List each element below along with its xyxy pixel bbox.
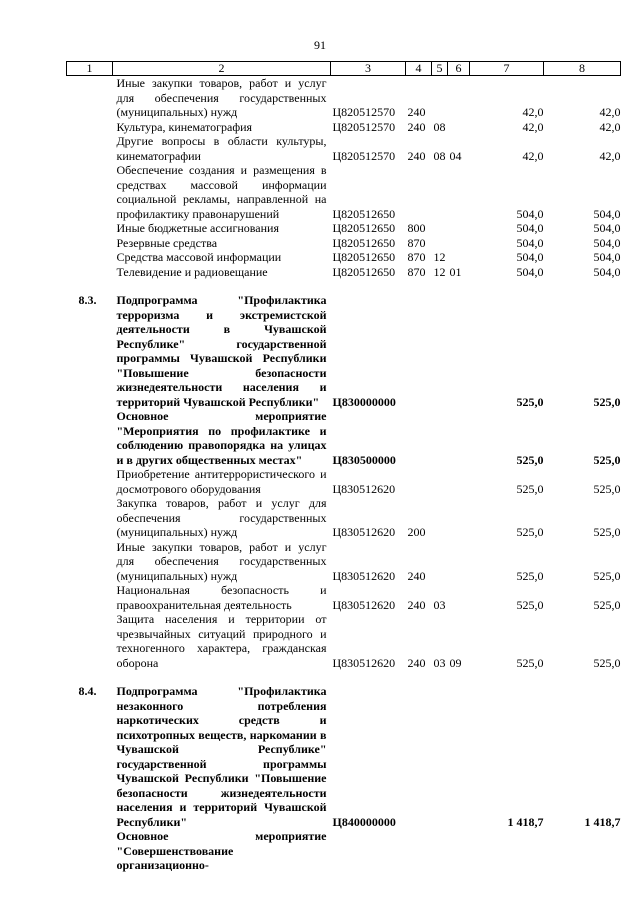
item-name: Национальная безопасность и правоохранительная деятельность	[116, 583, 327, 612]
amount-year-2: 525,0	[593, 394, 621, 409]
subsection-code	[448, 684, 470, 829]
amount-year-2: 525,0	[593, 481, 621, 496]
expense-type-code	[406, 467, 432, 496]
amount-year-1: 504,0	[516, 206, 544, 221]
section-code	[432, 467, 448, 496]
subsection-code	[448, 120, 470, 135]
target-code: Ц820512650	[332, 206, 396, 221]
row-number	[67, 265, 113, 280]
row-number	[67, 409, 113, 467]
subsection-code	[448, 221, 470, 236]
table-header-row	[67, 62, 621, 76]
item-name: Иные бюджетные ассигнования	[116, 221, 279, 235]
row-number: 8.3.	[78, 293, 97, 307]
expense-type-code: 240	[407, 105, 426, 119]
amount-year-1: 42,0	[522, 105, 544, 119]
section-code	[432, 684, 448, 829]
item-name: Другие вопросы в области культуры, кинематографии	[116, 134, 327, 163]
row-number	[67, 496, 113, 540]
target-code: Ц820512650	[332, 221, 396, 235]
spacer-cell	[67, 670, 621, 684]
section-code	[432, 76, 448, 120]
expense-type-code: 240	[407, 119, 426, 134]
section-code	[432, 236, 448, 251]
target-code: Ц830000000	[332, 394, 396, 409]
expense-type-code: 240	[407, 655, 426, 670]
amount-year-2: 525,0	[593, 568, 621, 583]
subsection-code	[448, 409, 470, 467]
amount-year-2: 504,0	[593, 206, 621, 221]
table-row	[67, 120, 621, 135]
target-code: Ц820512650	[332, 235, 396, 250]
amount-year-1: 1 418,7	[507, 814, 544, 829]
table-row	[67, 236, 621, 251]
target-code: Ц820512650	[332, 264, 396, 279]
section-code: 12	[433, 264, 446, 279]
expense-type-code: 240	[407, 597, 426, 612]
subsection-code	[448, 467, 470, 496]
item-name: Культура, кинематография	[116, 119, 253, 134]
column-header: 7	[470, 62, 544, 76]
row-number	[67, 120, 113, 135]
row-number	[67, 250, 113, 265]
table-row	[67, 612, 621, 670]
section-code	[432, 829, 448, 873]
subsection-code	[448, 540, 470, 584]
target-code: Ц830512620	[332, 655, 396, 670]
column-header: 5	[432, 62, 448, 76]
target-code: Ц830512620	[332, 525, 396, 539]
amount-year-2: 42,0	[599, 105, 621, 119]
amount-year-2: 42,0	[599, 119, 621, 134]
amount-year-2: 504,0	[593, 235, 621, 250]
item-name: Подпрограмма "Профилактика терроризма и экстремистской деятельности в Чувашской Республике" государственной программы Чувашской Республики "Повышение безопасности жизнедеятельности населения и территорий Чувашской Республики"	[116, 293, 327, 409]
table-row	[67, 496, 621, 540]
expense-type-code	[406, 293, 432, 409]
amount-year-2: 504,0	[593, 250, 621, 264]
item-name: Основное мероприятие "Совершенствование организационно-	[116, 829, 327, 872]
spacer-row	[67, 279, 621, 293]
table-row	[67, 265, 621, 280]
amount-year-1: 525,0	[516, 655, 544, 670]
column-header: 1	[67, 62, 113, 76]
target-code: Ц820512570	[332, 119, 396, 134]
expense-type-code	[406, 684, 432, 829]
amount-year-2: 525,0	[593, 452, 621, 467]
target-code: Ц830512620	[332, 481, 396, 496]
section-code	[432, 221, 448, 236]
expense-type-code: 240	[407, 148, 426, 163]
item-name: Основное мероприятие "Мероприятия по профилактике и соблюдению правопорядка на улицах и в других общественных местах"	[116, 409, 327, 467]
subsection-code: 09	[449, 655, 462, 670]
expense-type-code: 200	[407, 525, 426, 539]
table-row	[67, 540, 621, 584]
target-code: Ц820512570	[332, 105, 396, 119]
section-code	[432, 409, 448, 467]
amount-year-2: 1 418,7	[584, 814, 621, 829]
target-code: Ц820512570	[332, 148, 396, 163]
row-number	[67, 583, 113, 612]
subsection-code	[448, 829, 470, 873]
item-name: Защита населения и территории от чрезвычайных ситуаций природного и техногенного характера, гражданская оборона	[116, 612, 327, 670]
item-name: Иные закупки товаров, работ и услуг для обеспечения государственных (муниципальных) нужд	[116, 539, 327, 583]
expense-type-code	[406, 409, 432, 467]
amount-year-1: 525,0	[516, 597, 544, 612]
table-row	[67, 467, 621, 496]
section-code	[432, 293, 448, 409]
target-code: Ц830512620	[332, 597, 396, 612]
table-row	[67, 221, 621, 236]
table-row	[67, 250, 621, 265]
item-name: Резервные средства	[116, 235, 218, 250]
amount-year-2: 525,0	[593, 597, 621, 612]
subsection-code	[448, 250, 470, 265]
expense-type-code: 870	[407, 235, 426, 250]
row-number	[67, 236, 113, 251]
amount-year-2: 525,0	[593, 655, 621, 670]
table-row	[67, 684, 621, 829]
amount-year-1: 525,0	[516, 394, 544, 409]
column-header: 8	[544, 62, 621, 76]
table-row	[67, 134, 621, 163]
item-name: Средства массовой информации	[116, 250, 282, 264]
page-number: 91	[314, 38, 326, 52]
expense-type-code: 870	[407, 264, 426, 279]
target-code	[331, 829, 406, 873]
expense-type-code	[406, 163, 432, 221]
section-code	[432, 540, 448, 584]
item-name: Иные закупки товаров, работ и услуг для обеспечения государственных (муниципальных) нужд	[116, 76, 327, 119]
subsection-code	[448, 236, 470, 251]
row-number	[67, 163, 113, 221]
table-row	[67, 293, 621, 409]
row-number	[67, 612, 113, 670]
item-name: Обеспечение создания и размещения в средствах массовой информации социальной рекламы, направленной на профилактику правонарушений	[116, 163, 327, 221]
row-number	[67, 540, 113, 584]
table-row	[67, 409, 621, 467]
section-code: 12	[433, 250, 446, 264]
amount-year-1: 504,0	[516, 235, 544, 250]
section-code: 08	[433, 119, 446, 134]
table-row	[67, 163, 621, 221]
expense-type-code: 870	[407, 250, 426, 264]
table-row	[67, 76, 621, 120]
amount-year-1: 504,0	[516, 264, 544, 279]
amount-year-2: 504,0	[593, 264, 621, 279]
column-header: 6	[448, 62, 470, 76]
row-number	[67, 829, 113, 873]
row-number	[67, 76, 113, 120]
amount-year-2	[544, 829, 621, 873]
subsection-code: 04	[449, 148, 462, 163]
section-code	[432, 496, 448, 540]
subsection-code	[448, 583, 470, 612]
amount-year-1: 525,0	[516, 525, 544, 539]
column-header: 2	[113, 62, 331, 76]
row-number: 8.4.	[78, 684, 97, 698]
subsection-code	[448, 76, 470, 120]
expense-type-code: 240	[407, 568, 426, 583]
section-code: 03	[433, 655, 446, 670]
amount-year-1	[470, 829, 544, 873]
item-name: Приобретение антитеррористического и досмотрового оборудования	[116, 467, 327, 496]
row-number	[67, 467, 113, 496]
table-row	[67, 583, 621, 612]
item-name: Закупка товаров, работ и услуг для обеспечения государственных (муниципальных) нужд	[116, 496, 327, 539]
target-code: Ц830500000	[332, 452, 396, 467]
item-name: Телевидение и радиовещание	[116, 264, 268, 279]
subsection-code	[448, 163, 470, 221]
section-code: 03	[433, 597, 446, 612]
expense-type-code	[406, 829, 432, 873]
column-header: 3	[331, 62, 406, 76]
row-number	[67, 221, 113, 236]
amount-year-2: 42,0	[599, 148, 621, 163]
column-header: 4	[406, 62, 432, 76]
row-number	[67, 134, 113, 163]
amount-year-2: 525,0	[593, 525, 621, 539]
amount-year-1: 42,0	[522, 119, 544, 134]
table-body	[67, 76, 621, 873]
amount-year-1: 42,0	[522, 148, 544, 163]
section-code	[432, 163, 448, 221]
amount-year-1: 525,0	[516, 452, 544, 467]
subsection-code	[448, 293, 470, 409]
item-name: Подпрограмма "Профилактика незаконного потребления наркотических средств и психотропных веществ, наркомании в Чувашской Республике" государственной программы Чувашской Республики "Повышение безопасности жизнедеятельности населения и территорий Чувашской Республики"	[116, 684, 327, 829]
amount-year-2: 504,0	[593, 221, 621, 235]
target-code: Ц820512650	[332, 250, 396, 264]
subsection-code: 01	[449, 264, 462, 279]
amount-year-1: 525,0	[516, 481, 544, 496]
amount-year-1: 525,0	[516, 568, 544, 583]
spacer-row	[67, 670, 621, 684]
table-row	[67, 829, 621, 873]
target-code: Ц830512620	[332, 568, 396, 583]
expense-type-code: 800	[407, 221, 426, 235]
target-code: Ц840000000	[332, 814, 396, 829]
subsection-code	[448, 496, 470, 540]
amount-year-1: 504,0	[516, 250, 544, 264]
amount-year-1: 504,0	[516, 221, 544, 235]
spacer-cell	[67, 279, 621, 293]
budget-table	[66, 61, 621, 873]
section-code: 08	[433, 148, 446, 163]
